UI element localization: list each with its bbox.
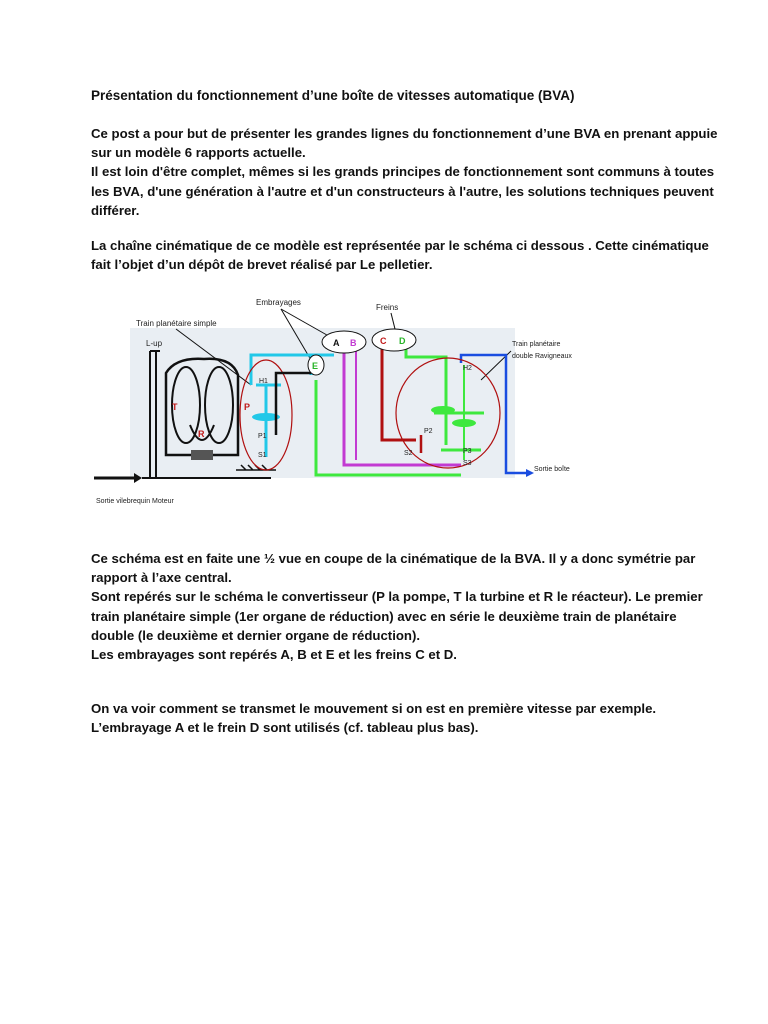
text-line: L’embrayage A et le frein D sont utilisés (cf. tableau plus bas). (91, 720, 479, 736)
label-A: A (333, 338, 340, 348)
brake-bubble (372, 329, 416, 351)
label-train-double-1: Train planétaire (512, 341, 561, 348)
label-freins: Freins (376, 303, 399, 312)
label-S2: S2 (404, 450, 413, 457)
label-sortie-boite: Sortie boîte (534, 466, 570, 473)
output-arrow (526, 469, 534, 477)
first-gear-paragraph (91, 699, 711, 737)
text-line: On va voir comment se transmet le mouvement si on est en première vitesse par exemple. (91, 701, 657, 716)
label-R: R (198, 429, 205, 439)
text-line: les BVA, d'une génération à l'autre et d'un constructeurs à l'autre, les solutions techniques peuvent (91, 183, 714, 199)
label-P: P (244, 402, 251, 412)
label-lup: L-up (146, 339, 163, 348)
diagram-svg (86, 285, 572, 515)
intro-paragraph (91, 124, 718, 220)
label-S1: S1 (258, 452, 267, 459)
text-line: train planétaire simple (1er organe de réduction) avec en série le deuxième train de planétaire (91, 608, 677, 624)
label-C: C (380, 336, 387, 346)
green-gear-left (431, 406, 455, 414)
label-D: D (399, 336, 406, 346)
label-P3: P3 (463, 448, 472, 455)
label-H1: H1 (259, 378, 268, 385)
label-T: T (172, 402, 178, 412)
label-sortie-vilebrequin: Sortie vilebrequin Moteur (96, 498, 174, 505)
text-line: rapport à l’axe central. (91, 570, 232, 586)
kinematic-chain-paragraph (91, 236, 711, 274)
text-line: Ce schéma est en faite une ½ vue en coupe de la cinématique de la BVA. Il y a donc symétrie par (91, 551, 696, 566)
label-P2: P2 (424, 428, 433, 435)
label-B: B (350, 338, 357, 348)
converter-base (191, 450, 213, 460)
label-S3: S3 (463, 460, 472, 467)
text-line: double (le deuxième et dernier organe de réduction). (91, 627, 421, 643)
text-line: sur un modèle 6 rapports actuelle. (91, 145, 306, 161)
text-line: différer. (91, 202, 140, 218)
text-line: La chaîne cinématique de ce modèle est représentée par le schéma ci dessous . Cette cinématique (91, 238, 709, 253)
text-line: Sont repérés sur le schéma le convertisseur (P la pompe, T la turbine et R le réacteur). Le premier (91, 589, 703, 605)
text-line: Il est loin d'être complet, mêmes si les grands principes de fonctionnement sont communs à toutes (91, 164, 715, 180)
label-train-simple: Train planétaire simple (136, 319, 217, 328)
label-embrayages: Embrayages (256, 298, 301, 307)
label-H2: H2 (463, 365, 472, 372)
document-title: Présentation du fonctionnement d’une boîte de vitesses automatique (BVA) (91, 88, 575, 103)
label-P1: P1 (258, 433, 267, 440)
clutch-bubble (322, 331, 366, 353)
gearbox-kinematic-diagram (86, 285, 572, 515)
text-line: Les embrayages sont repérés A, B et E et les freins C et D. (91, 647, 457, 663)
label-train-double-2: double Ravigneaux (512, 353, 572, 360)
text-line: Ce post a pour but de présenter les grandes lignes du fonctionnement d’une BVA en prenant appuie (91, 126, 718, 141)
diagram-explanation-paragraph (91, 549, 711, 664)
label-E: E (312, 361, 319, 371)
text-line: fait l’objet d’un dépôt de brevet réalisé par Le pelletier. (91, 257, 433, 273)
